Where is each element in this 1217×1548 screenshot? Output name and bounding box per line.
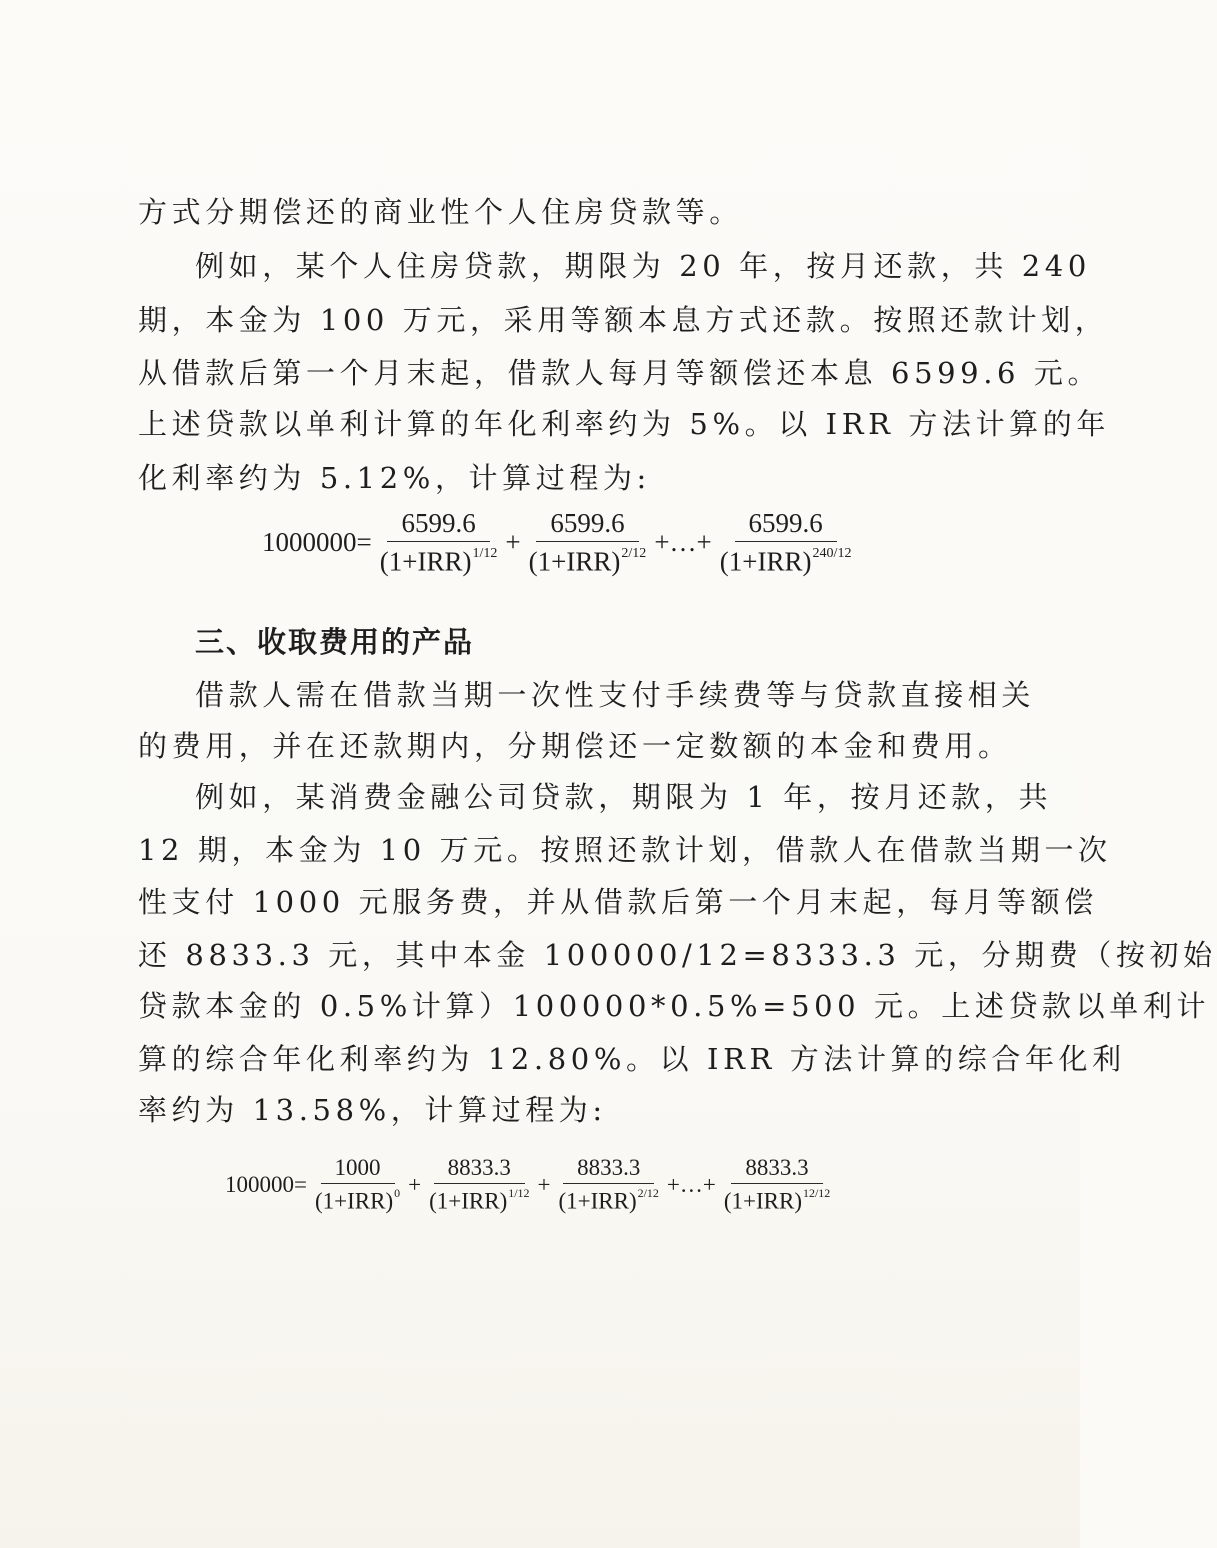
fraction-numerator: 6599.6 [536, 508, 638, 542]
paragraph-line: 率约为 13.58%，计算过程为: [138, 1093, 607, 1127]
paragraph-line: 贷款本金的 0.5%计算）100000*0.5%=500 元。上述贷款以单利计 [138, 989, 1211, 1023]
fraction-denominator [525, 542, 651, 577]
denominator-base: (1+IRR) [558, 1188, 637, 1214]
denominator-base: (1+IRR) [314, 1188, 394, 1214]
paragraph-line: 方式分期偿还的商业性个人住房贷款等。 [138, 195, 743, 229]
fraction-numerator: 1000 [321, 1155, 395, 1184]
denominator-exponent: 240/12 [812, 545, 852, 562]
denominator-exponent: 12/12 [802, 1186, 831, 1201]
fraction-denominator [425, 1184, 533, 1215]
fraction-denominator [716, 542, 856, 577]
paragraph-line: 算的综合年化利率约为 12.80%。以 IRR 方法计算的综合年化利 [138, 1042, 1126, 1076]
irr-formula-consumer-loan [225, 1155, 836, 1215]
denominator-base: (1+IRR) [528, 546, 621, 577]
section-heading: 三、收取费用的产品 [195, 625, 475, 659]
denominator-exponent: 0 [394, 1186, 401, 1201]
formula-fraction [525, 508, 651, 577]
paragraph-line: 借款人需在借款当期一次性支付手续费等与贷款直接相关 [195, 678, 1036, 712]
fraction-denominator [554, 1184, 662, 1215]
denominator-exponent: 2/12 [637, 1186, 659, 1201]
paragraph-line: 还 8833.3 元，其中本金 100000/12=8333.3 元，分期费（按初始 [138, 938, 1217, 972]
formula-fraction [425, 1155, 533, 1215]
paragraph-line: 从借款后第一个月末起，借款人每月等额偿还本息 6599.6 元。 [138, 356, 1102, 390]
denominator-base: (1+IRR) [429, 1188, 508, 1214]
paragraph-line: 性支付 1000 元服务费，并从借款后第一个月末起，每月等额偿 [138, 885, 1098, 919]
ellipsis-sign: +…+ [654, 527, 712, 558]
paragraph-line: 的费用，并在还款期内，分期偿还一定数额的本金和费用。 [138, 729, 1012, 763]
denominator-exponent: 2/12 [621, 545, 647, 562]
denominator-base: (1+IRR) [719, 546, 812, 577]
formula-fraction [311, 1155, 404, 1215]
fraction-numerator: 6599.6 [387, 508, 489, 542]
plus-sign: + [408, 1172, 422, 1198]
denominator-base: (1+IRR) [379, 546, 472, 577]
formula-lhs: 100000= [225, 1172, 307, 1198]
fraction-numerator: 6599.6 [735, 508, 837, 542]
irr-formula-mortgage [262, 508, 857, 577]
fraction-denominator [720, 1184, 834, 1215]
formula-fraction [376, 508, 502, 577]
formula-lhs: 1000000= [262, 527, 372, 558]
paragraph-line: 化利率约为 5.12%，计算过程为: [138, 461, 651, 495]
paragraph-line: 期，本金为 100 万元，采用等额本息方式还款。按照还款计划， [138, 303, 1109, 337]
ellipsis-sign: +…+ [666, 1172, 716, 1198]
fraction-numerator: 8833.3 [563, 1155, 654, 1184]
formula-fraction [720, 1155, 834, 1215]
plus-sign: + [505, 527, 521, 558]
denominator-exponent: 1/12 [472, 545, 498, 562]
denominator-base: (1+IRR) [723, 1188, 802, 1214]
fraction-denominator [376, 542, 502, 577]
paragraph-line: 例如，某个人住房贷款，期限为 20 年，按月还款，共 240 [195, 249, 1091, 283]
paragraph-line: 12 期，本金为 10 万元。按照还款计划，借款人在借款当期一次 [138, 833, 1112, 867]
formula-fraction [716, 508, 856, 577]
denominator-exponent: 1/12 [508, 1186, 530, 1201]
fraction-numerator: 8833.3 [731, 1155, 822, 1184]
fraction-numerator: 8833.3 [434, 1155, 525, 1184]
formula-fraction [554, 1155, 662, 1215]
fraction-denominator [311, 1184, 404, 1215]
paragraph-line: 例如，某消费金融公司贷款，期限为 1 年，按月还款，共 [195, 780, 1053, 814]
paragraph-line: 上述贷款以单利计算的年化利率约为 5%。以 IRR 方法计算的年 [138, 407, 1110, 441]
plus-sign: + [537, 1172, 551, 1198]
